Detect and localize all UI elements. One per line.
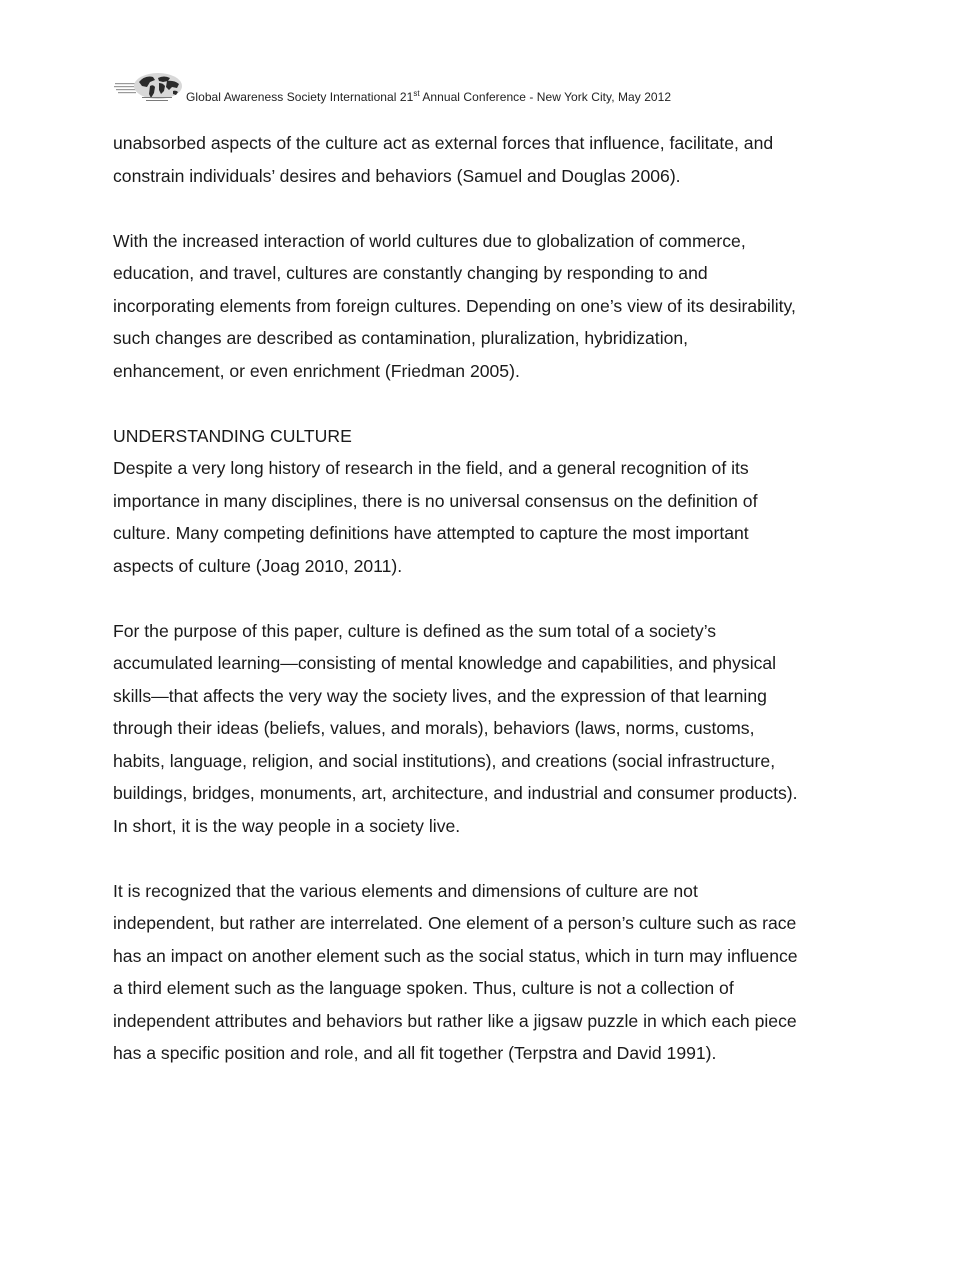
text-line: accumulated learning—consisting of mental knowledge and capabilities, and physical <box>113 653 777 673</box>
paragraph-1 <box>113 127 858 192</box>
text-line: aspects of culture (Joag 2010, 2011). <box>113 555 403 576</box>
text-line: has a specific position and role, and all fit together (Terpstra and David 1991). <box>113 1043 717 1063</box>
text-line: Despite a very long history of research in the field, and a general recognition of its <box>113 458 749 478</box>
header-text <box>186 90 671 104</box>
text-line: has an impact on another element such as the social status, which in turn may influence <box>113 945 798 966</box>
text-line: education, and travel, cultures are constantly changing by responding to and <box>113 263 708 283</box>
text-line: For the purpose of this paper, culture is defined as the sum total of a society’s <box>113 620 717 641</box>
text-line: In short, it is the way people in a society live. <box>113 815 461 836</box>
text-line: It is recognized that the various elements and dimensions of culture are not <box>113 880 698 901</box>
section-heading: UNDERSTANDING CULTURE <box>113 425 352 446</box>
text-line: skills—that affects the very way the society lives, and the expression of that learning <box>113 685 767 706</box>
text-line: incorporating elements from foreign cultures. Depending on one’s view of its desirability, <box>113 295 796 316</box>
text-line: independent, but rather are interrelated. One element of a person’s culture such as race <box>113 913 797 933</box>
text-line: through their ideas (beliefs, values, and morals), behaviors (laws, norms, customs, <box>113 718 755 738</box>
text-line: culture. Many competing definitions have attempted to capture the most important <box>113 523 749 543</box>
text-line: importance in many disciplines, there is no universal consensus on the definition of <box>113 490 758 511</box>
paragraph-4 <box>113 615 858 843</box>
paragraph-5 <box>113 875 858 1070</box>
text-line: habits, language, religion, and social institutions), and creations (social infrastructure, <box>113 750 776 771</box>
text-line: a third element such as the language spoken. Thus, culture is not a collection of <box>113 978 734 998</box>
text-line: buildings, bridges, monuments, art, architecture, and industrial and consumer products). <box>113 783 798 803</box>
running-header <box>112 72 872 108</box>
text-line: With the increased interaction of world cultures due to globalization of commerce, <box>113 230 746 251</box>
header-superscript: st <box>413 89 420 98</box>
header-prefix: Global Awareness Society International 21 <box>186 90 414 104</box>
text-line: constrain individuals’ desires and behaviors (Samuel and Douglas 2006). <box>113 165 681 186</box>
text-line: unabsorbed aspects of the culture act as external forces that influence, facilitate, and <box>113 133 774 153</box>
body-text <box>113 127 858 1102</box>
text-line: enhancement, or even enrichment (Friedman 2005). <box>113 360 520 381</box>
paragraph-2 <box>113 225 858 388</box>
globe-logo-icon <box>112 72 184 104</box>
text-line: independent attributes and behaviors but rather like a jigsaw puzzle in which each piece <box>113 1010 797 1031</box>
text-line: such changes are described as contamination, pluralization, hybridization, <box>113 328 689 348</box>
header-suffix: Annual Conference - New York City, May 2012 <box>419 90 672 104</box>
paragraph-3 <box>113 420 858 583</box>
